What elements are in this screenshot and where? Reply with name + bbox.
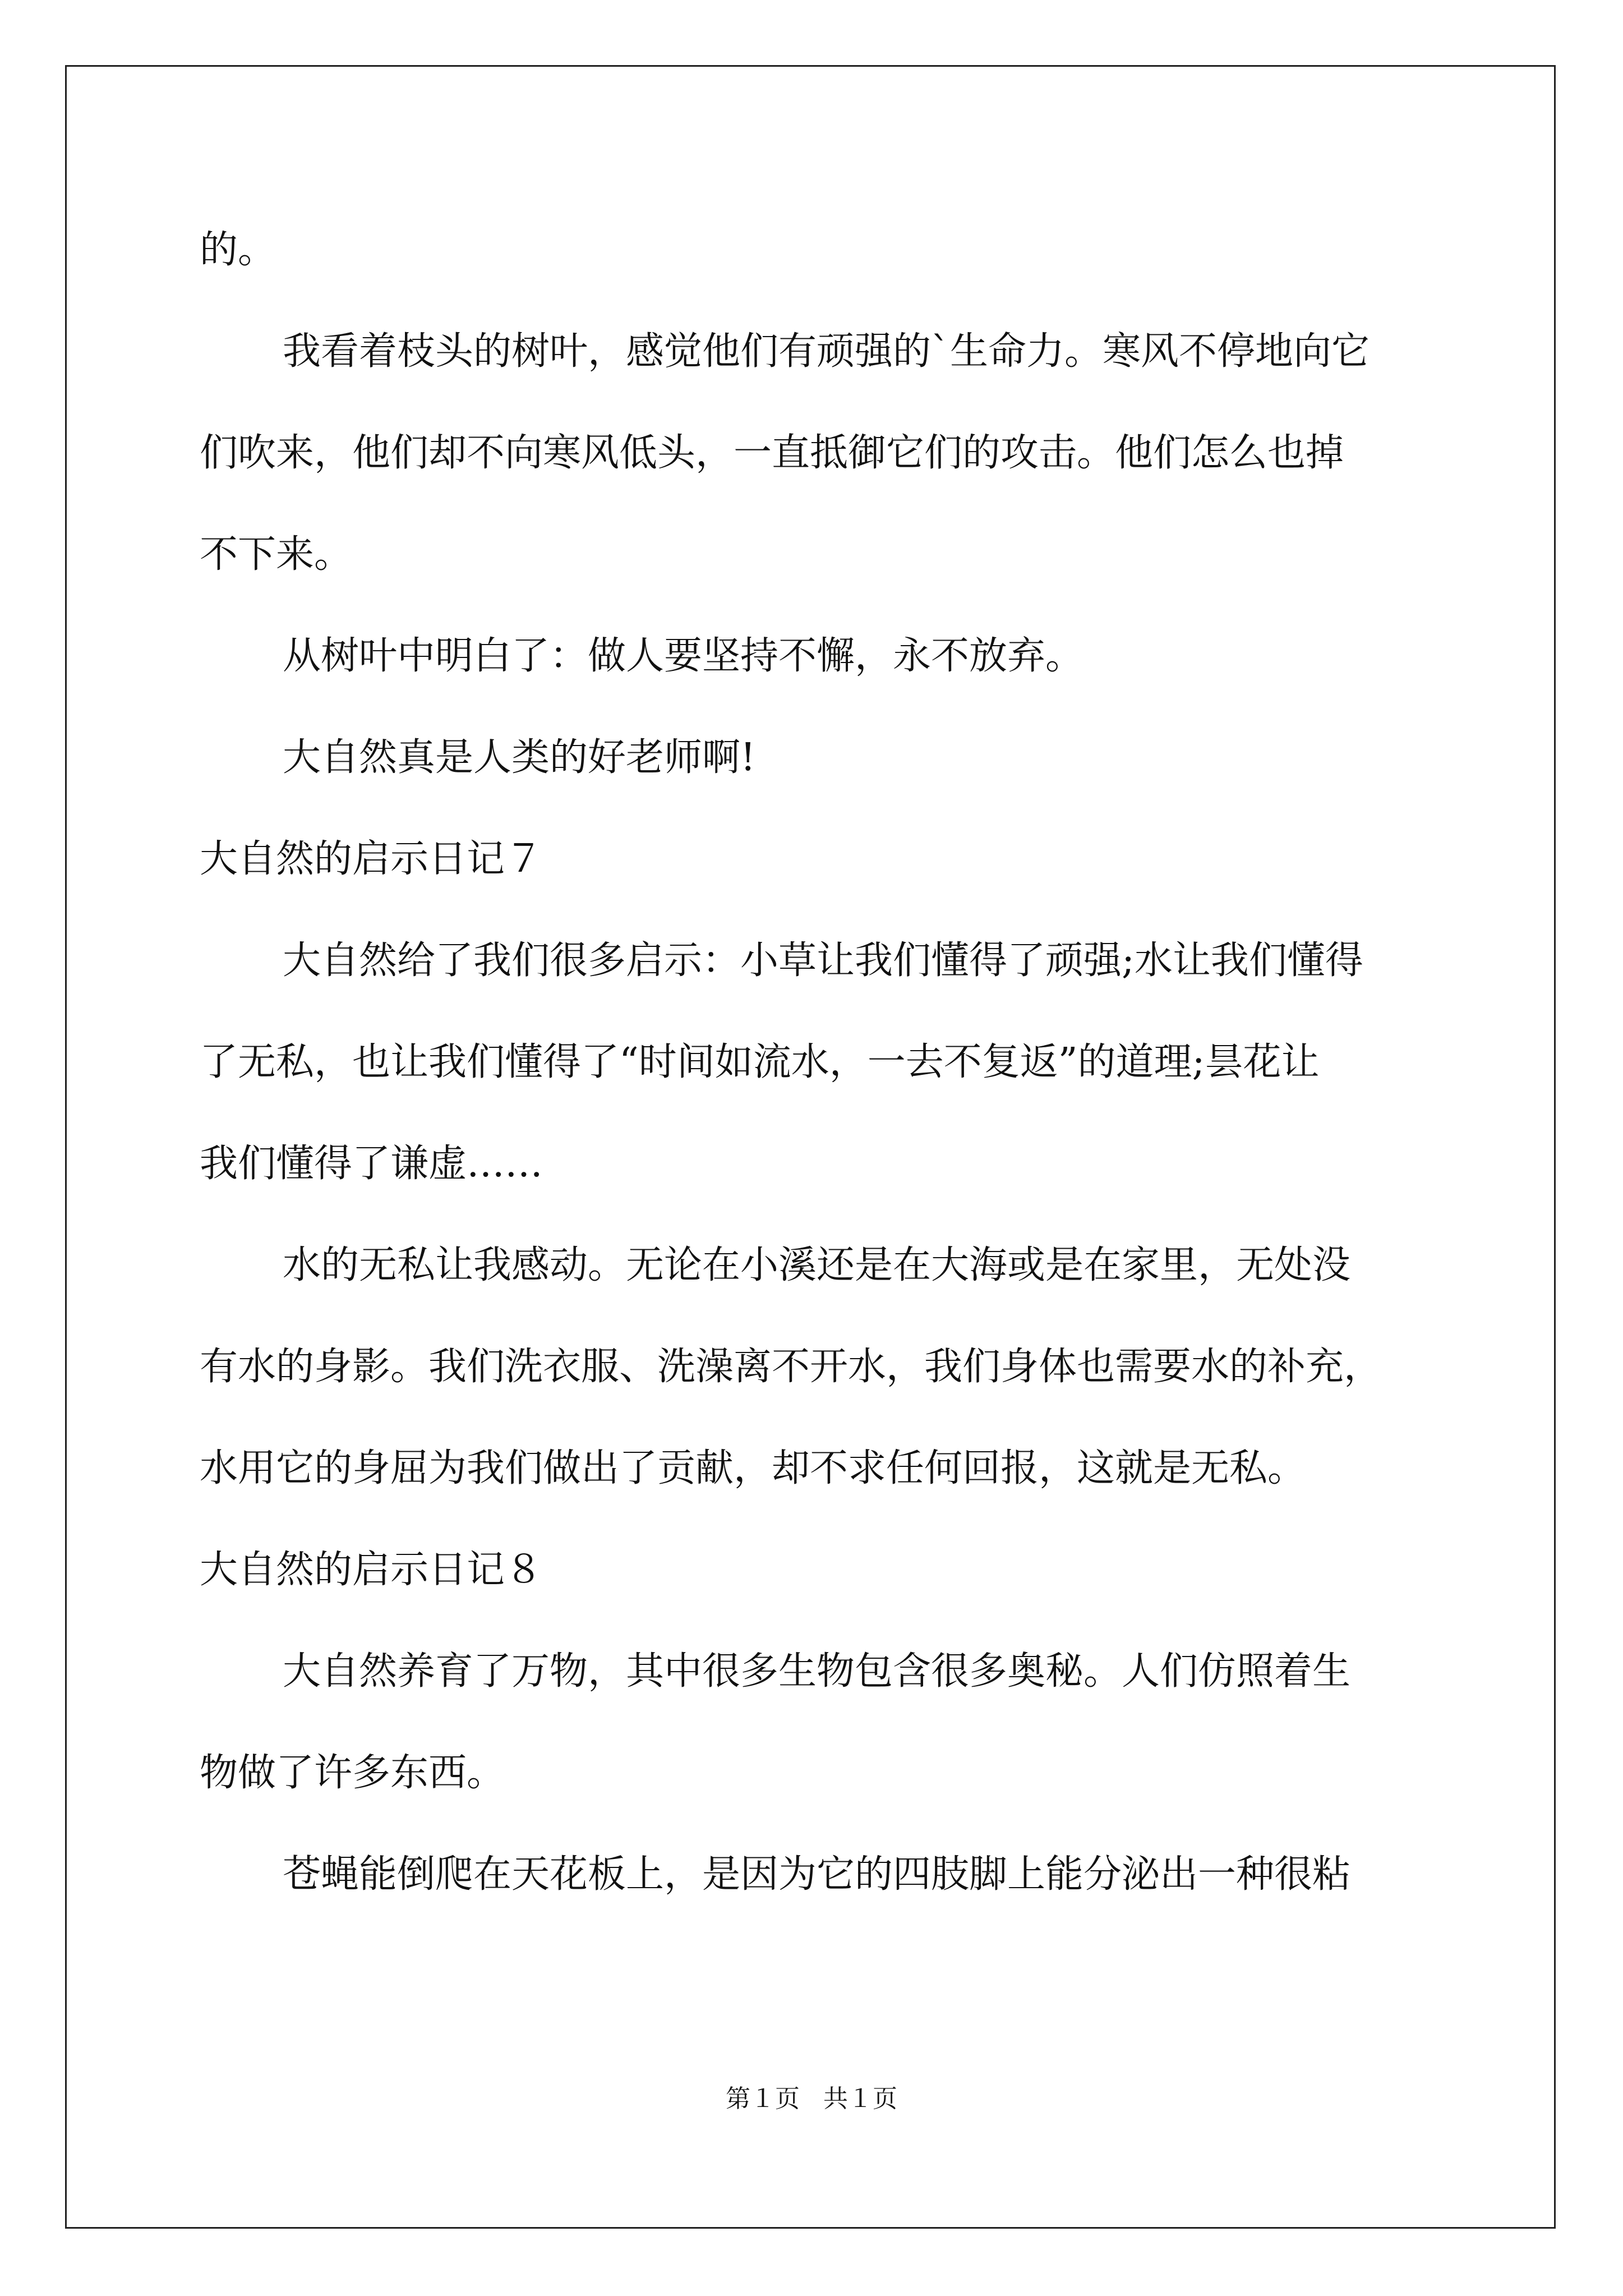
text-line: 了无私，也让我们懂得了“时间如流水，一去不复返”的道理;昙花让: [200, 1040, 1320, 1084]
text-line: 的。: [200, 228, 276, 272]
text-line: 们吹来，他们却不向寒风低头，一直抵御它们的攻击。他们怎么也掉: [200, 431, 1344, 475]
text-line: 有水的身影。我们洗衣服、洗澡离不开水，我们身体也需要水的补充，: [200, 1345, 1382, 1389]
text-line: 大自然给了我们很多启示：小草让我们懂得了顽强;水让我们懂得: [283, 938, 1363, 983]
text-line: 大自然养育了万物，其中很多生物包含很多奥秘。人们仿照着生: [283, 1649, 1351, 1694]
text-line: 不下来。: [200, 532, 353, 577]
text-line: 大自然真是人类的好老师啊!: [283, 735, 756, 780]
text-line: 从树叶中明白了：做人要坚持不懈，永不放弃。: [283, 634, 1084, 678]
page-footer: [0, 2078, 1623, 2114]
section-heading: 大自然的启示日记８: [200, 1548, 543, 1592]
text-line: 水用它的身屈为我们做出了贡献，却不求任何回报，这就是无私。: [200, 1446, 1306, 1490]
section-heading: 大自然的启示日记７: [200, 837, 543, 881]
text-line: 我们懂得了谦虚……: [200, 1142, 543, 1186]
page-total: 共１页: [823, 2085, 897, 2113]
document-body: [200, 199, 1422, 1925]
text-line: 物做了许多东西。: [200, 1751, 505, 1795]
page-number: 第１页: [726, 2085, 800, 2113]
text-line: 水的无私让我感动。无论在小溪还是在大海或是在家里，无处没: [283, 1243, 1351, 1287]
text-line: 我看着枝头的树叶，感觉他们有顽强的`生命力。寒风不停地向它: [283, 329, 1370, 374]
text-line: 苍蝇能倒爬在天花板上，是因为它的四肢脚上能分泌出一种很粘: [283, 1852, 1351, 1897]
